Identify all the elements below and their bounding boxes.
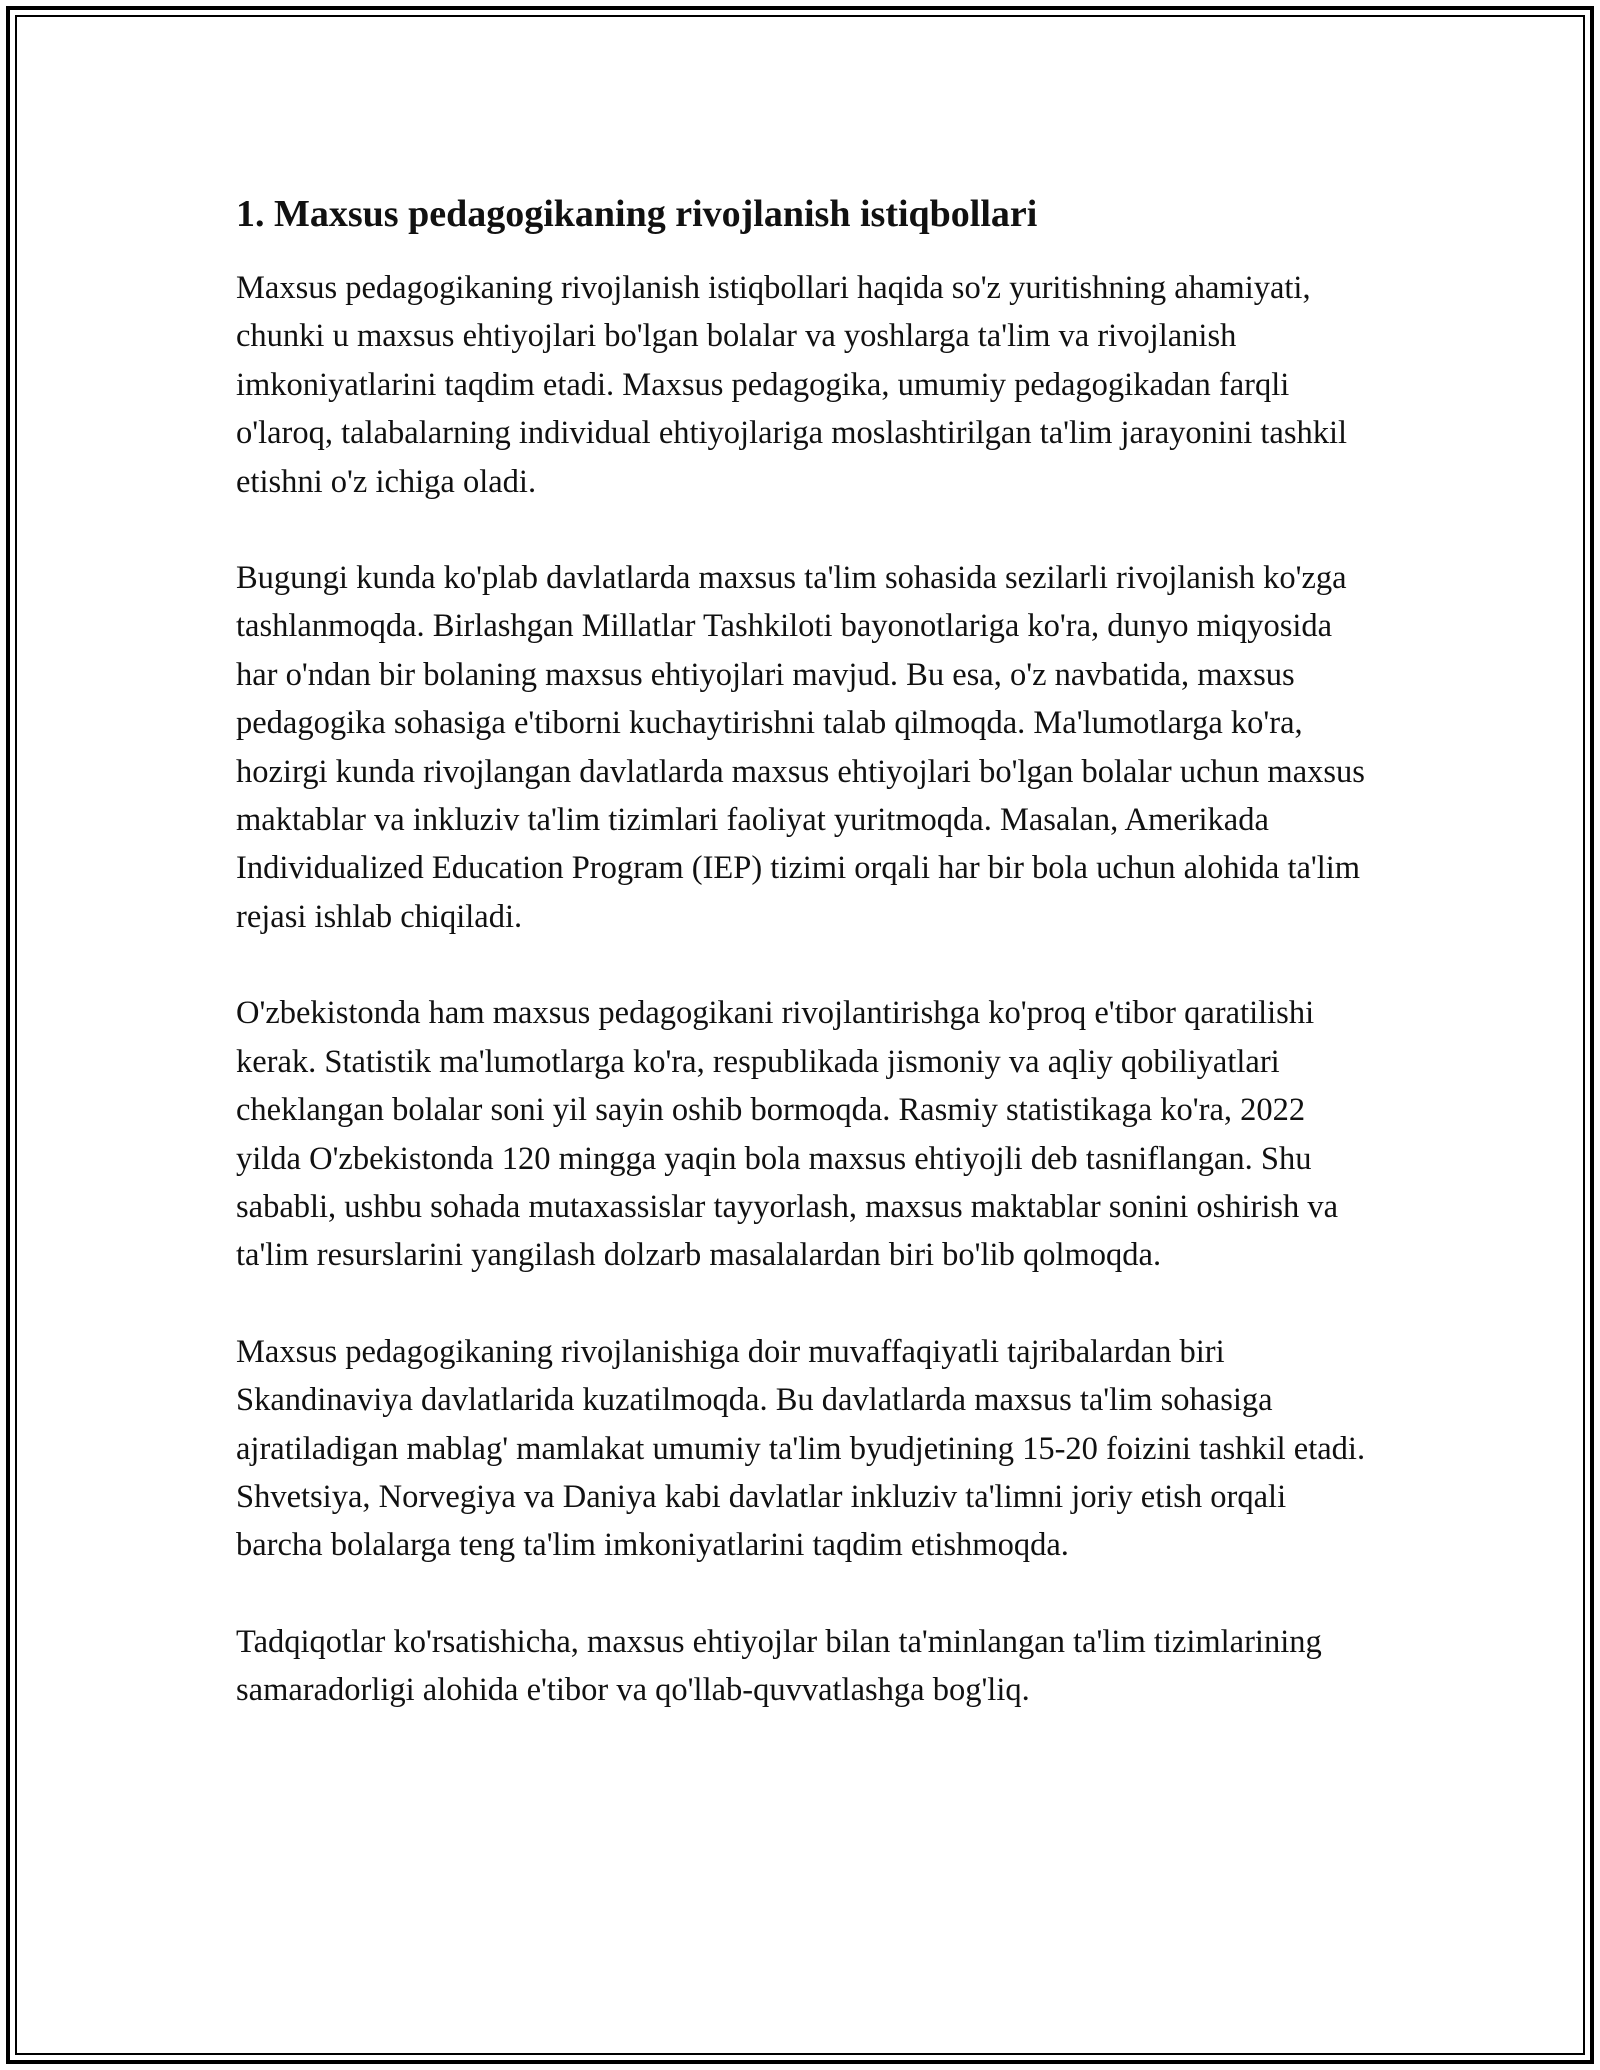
paragraph-2: Bugungi kunda ko'plab davlatlarda maxsus ta'lim sohasida sezilarli rivojlanish ko'zga tashlanmoqda. Birlashgan Millatlar Tashkiloti bayonotlariga ko'ra, dunyo miqyosida har o'ndan bir bolaning maxsus ehtiyojlari mavjud. Bu esa, o'z navbatida, maxsus pedagogika sohasiga e'tiborni kuchaytirishni talab qilmoqda. Ma'lumotlarga ko'ra, hozirgi kunda rivojlangan davlatlarda maxsus ehtiyojlari bo'lgan bolalar uchun maxsus maktablar va inkluziv ta'lim tizimlari faoliyat yuritmoqda. Masalan, Amerikada Individualized Education Program (IEP) tizimi orqali har bir bola uchun alohida ta'lim rejasi ishlab chiqiladi. bbox=[236, 560, 1365, 935]
paragraph-4: Maxsus pedagogikaning rivojlanishiga doir muvaffaqiyatli tajribalardan biri Skandinaviya davlatlarida kuzatilmoqda. Bu davlatlarda maxsus ta'lim sohasiga ajratiladigan mablag' mamlakat umumiy ta'lim byudjetining 15-20 foizini tashkil etadi. Shvetsiya, Norvegiya va Daniya kabi davlatlar inkluziv ta'limni joriy etish orqali barcha bolalarga teng ta'lim imkoniyatlarini taqdim etishmoqda. bbox=[236, 1333, 1366, 1564]
paragraph-1: Maxsus pedagogikaning rivojlanish istiqbollari haqida so'z yuritishning ahamiyati, chunki u maxsus ehtiyojlari bo'lgan bolalar va yoshlarga ta'lim va rivojlanish imkoniyatlarini taqdim etadi. Maxsus pedagogika, umumiy pedagogikadan farqli o'laroq, talabalarning individual ehtiyojlariga moslashtirilgan ta'lim jarayonini tashkil etishni o'z ichiga oladi. bbox=[236, 270, 1348, 500]
section-heading: 1. Maxsus pedagogikaning rivojlanish istiqbollari bbox=[236, 193, 1038, 235]
document-body bbox=[236, 186, 1370, 1763]
paragraph-5: Tadqiqotlar ko'rsatishicha, maxsus ehtiyojlar bilan ta'minlangan ta'lim tizimlarining samaradorligi alohida e'tibor va qo'llab-quvvatlashga bog'liq. bbox=[236, 1623, 1322, 1709]
paragraph-3: O'zbekistonda ham maxsus pedagogikani rivojlantirishga ko'proq e'tibor qaratilishi kerak. Statistik ma'lumotlarga ko'ra, respublikada jismoniy va aqliy qobiliyatlari cheklangan bolalar soni yil sayin oshib bormoqda. Rasmiy statistikaga ko'ra, 2022 yilda O'zbekistonda 120 mingga yaqin bola maxsus ehtiyojli deb tasniflangan. Shu sababli, ushbu sohada mutaxassislar tayyorlash, maxsus maktablar sonini oshirish va ta'lim resurslarini yangilash dolzarb masalalardan biri bo'lib qolmoqda. bbox=[236, 995, 1339, 1274]
